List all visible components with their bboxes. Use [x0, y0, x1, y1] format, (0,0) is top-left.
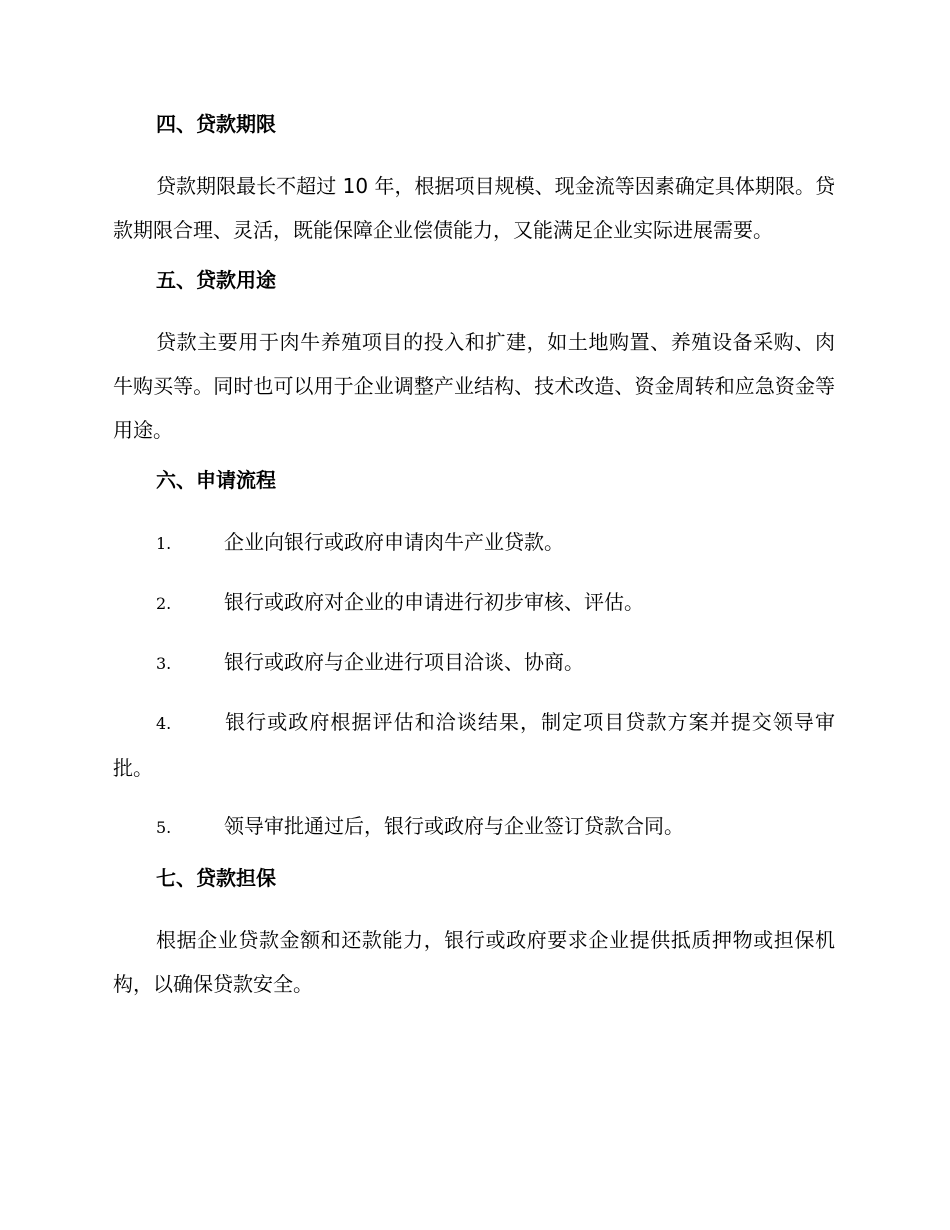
- list-item: [113, 640, 835, 686]
- list-item-number: 3.: [156, 654, 172, 673]
- list-item-number: 2.: [156, 594, 172, 613]
- section-heading-loan-guarantee: 七、贷款担保: [156, 866, 276, 890]
- section-body-loan-term: 贷款期限最长不超过 10 年，根据项目规模、现金流等因素确定具体期限。贷款期限合理、灵活，既能保障企业偿债能力，又能满足企业实际进展需要。: [113, 174, 835, 242]
- application-steps-list: [113, 520, 835, 850]
- list-item-text: 银行或政府对企业的申请进行初步审核、评估。: [224, 590, 644, 614]
- list-item: [113, 520, 835, 566]
- section-heading-loan-purpose: 五、贷款用途: [156, 268, 276, 292]
- list-item-text: 银行或政府根据评估和洽谈结果，制定项目贷款方案并提交领导审批。: [113, 710, 835, 780]
- list-item-number: 4.: [156, 714, 172, 733]
- document-content: [113, 110, 835, 1020]
- list-item-text: 领导审批通过后，银行或政府与企业签订贷款合同。: [224, 814, 684, 838]
- list-item-text: 银行或政府与企业进行项目洽谈、协商。: [224, 650, 584, 674]
- list-item-number: 1.: [156, 534, 172, 553]
- list-item-number: 5.: [156, 818, 172, 837]
- section-body-loan-guarantee: 根据企业贷款金额和还款能力，银行或政府要求企业提供抵质押物或担保机构，以确保贷款安全。: [113, 928, 835, 996]
- section-heading-application-process: 六、申请流程: [156, 468, 276, 492]
- section-body-loan-purpose: 贷款主要用于肉牛养殖项目的投入和扩建，如土地购置、养殖设备采购、肉牛购买等。同时也可以用于企业调整产业结构、技术改造、资金周转和应急资金等用途。: [113, 330, 835, 442]
- list-item-text: 企业向银行或政府申请肉牛产业贷款。: [224, 530, 564, 554]
- list-item: [113, 700, 835, 790]
- list-item: [113, 804, 835, 850]
- list-item: [113, 580, 835, 626]
- section-heading-loan-term: 四、贷款期限: [156, 112, 276, 136]
